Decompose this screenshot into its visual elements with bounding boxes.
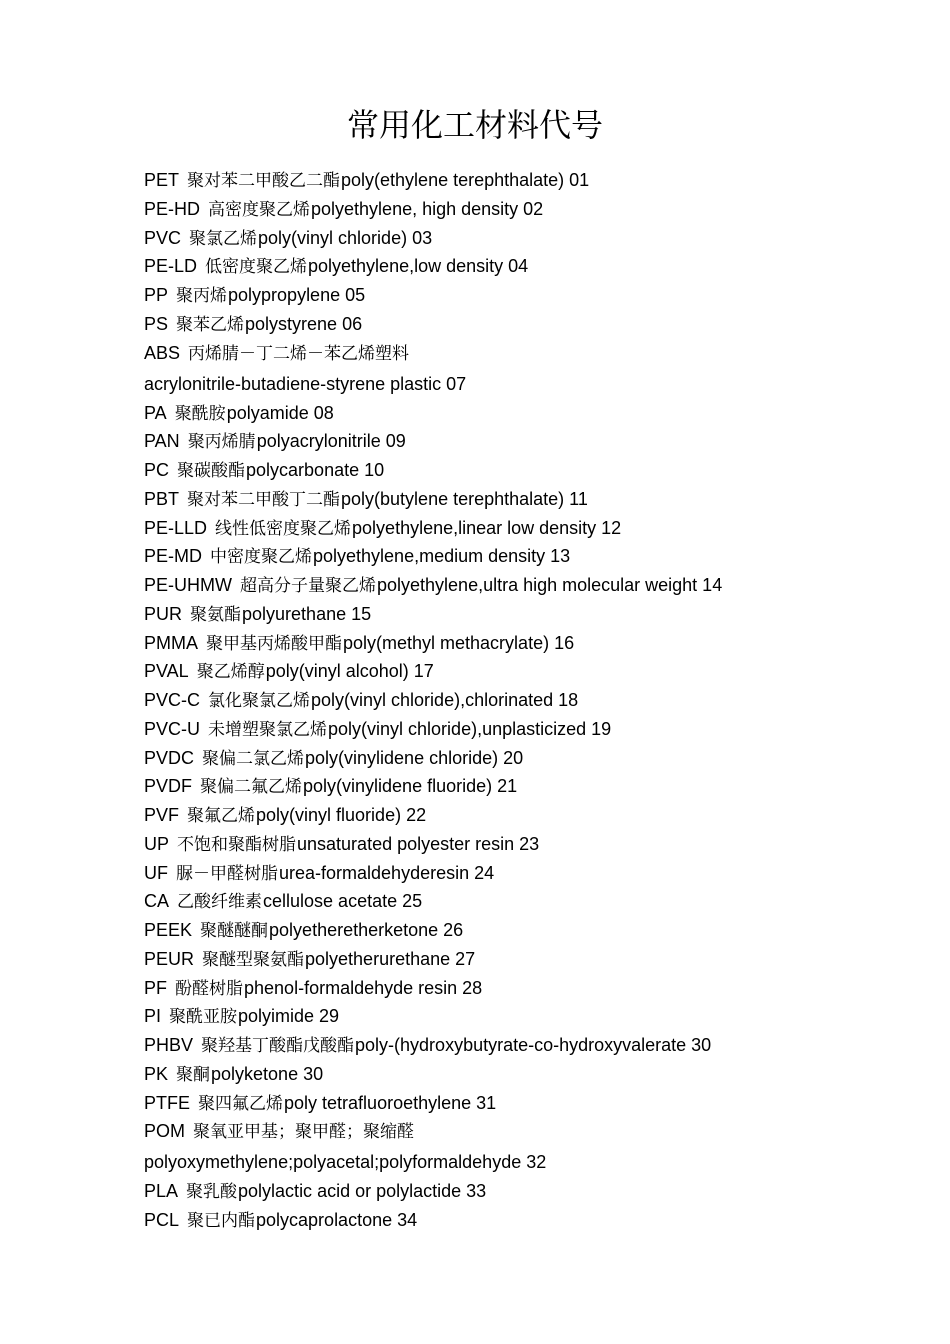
material-entry (144, 744, 924, 773)
material-english-name: polystyrene 06 (245, 313, 363, 334)
material-code: PE-UHMW (144, 575, 232, 595)
material-code: PEEK (144, 920, 193, 940)
page-title: 常用化工材料代号 (346, 106, 603, 144)
material-code: POM (144, 1121, 186, 1142)
material-chinese-name: 聚丙烯腈 (187, 432, 256, 453)
material-chinese-name: 酚醛树脂 (175, 978, 244, 999)
material-entry (144, 542, 924, 571)
material-entry (144, 801, 924, 830)
material-entry (144, 657, 924, 686)
material-chinese-name: 聚醚型聚氨酯 (202, 949, 305, 970)
material-english-name: polyethylene, high density 02 (311, 198, 544, 219)
material-english-name: poly(vinylidene fluoride) 21 (303, 776, 518, 797)
material-chinese-name: 聚酮 (176, 1064, 211, 1085)
material-english-name: polyetheretherketone 26 (269, 920, 464, 940)
material-entry (144, 571, 924, 600)
material-english-name: polycaprolactone 34 (256, 1210, 418, 1230)
material-chinese-name: 聚丙烯 (176, 286, 228, 306)
material-english-name: polyamide 08 (226, 402, 334, 423)
material-code: PC (144, 460, 170, 480)
material-english-name: polypropylene 05 (228, 285, 366, 305)
material-english-name: polylactic acid or polylactide 33 (238, 1181, 487, 1202)
material-entry (144, 715, 924, 744)
material-english-name: polyethylene,low density 04 (308, 256, 529, 277)
material-entry (144, 772, 924, 801)
material-english-name: cellulose acetate 25 (263, 891, 423, 912)
material-english-name: poly(vinyl fluoride) 22 (256, 805, 427, 825)
material-entry (144, 1031, 924, 1060)
material-code: PET (144, 170, 180, 190)
material-english-name: urea-formaldehyderesin 24 (279, 862, 495, 883)
material-code: PAN (144, 431, 180, 452)
material-english-name: poly(methyl methacrylate) 16 (343, 632, 575, 653)
material-code: PBT (144, 488, 180, 509)
material-entry (144, 1089, 924, 1118)
material-chinese-name: 脲－甲醛树脂 (176, 863, 278, 884)
material-entry (144, 1117, 924, 1147)
material-code: PE-LLD (144, 517, 208, 538)
material-entry (144, 339, 924, 369)
material-chinese-name: 聚甲基丙烯酸甲酯 (206, 633, 342, 654)
material-code: UP (144, 833, 170, 854)
material-code: PTFE (144, 1092, 191, 1113)
material-code: PHBV (144, 1035, 194, 1055)
material-chinese-name: 丙烯腈－丁二烯－苯乙烯塑料 (188, 343, 410, 364)
material-code: PVDF (144, 776, 193, 797)
material-entry (144, 887, 924, 916)
material-entry (144, 945, 924, 974)
material-chinese-name: 聚对苯二甲酸乙二酯 (187, 171, 341, 191)
material-chinese-name: 中密度聚乙烯 (210, 547, 312, 568)
material-chinese-name: 高密度聚乙烯 (208, 199, 311, 220)
material-entry (144, 629, 924, 658)
material-chinese-name: 不饱和聚酯树脂 (177, 834, 297, 855)
material-entry (144, 166, 924, 195)
material-code: PE-MD (144, 546, 202, 567)
material-code: PVC-U (144, 718, 201, 739)
material-entry (144, 252, 924, 281)
material-chinese-name: 聚四氟乙烯 (198, 1093, 284, 1114)
material-entry (144, 399, 924, 428)
material-chinese-name: 聚乳酸 (186, 1182, 238, 1203)
material-code: PVC-C (144, 690, 201, 710)
material-english-name: poly(vinylidene chloride) 20 (305, 747, 524, 768)
material-english-name: polyurethane 15 (242, 603, 372, 624)
material-code: PE-HD (144, 198, 201, 219)
material-entry (144, 427, 924, 456)
material-chinese-name: 未增塑聚氯乙烯 (208, 719, 328, 740)
material-chinese-name: 聚碳酸酯 (177, 461, 246, 481)
material-code: PEUR (144, 948, 195, 969)
material-english-name: polyethylene,linear low density 12 (352, 517, 622, 538)
material-entry (144, 830, 924, 859)
material-chinese-name: 乙酸纤维素 (177, 892, 263, 913)
material-code: PS (144, 313, 169, 334)
material-code-list (144, 166, 924, 1235)
material-code: PA (144, 402, 167, 423)
material-english-name: polycarbonate 10 (246, 460, 385, 480)
material-code: PVF (144, 805, 180, 825)
material-code: PVDC (144, 747, 195, 768)
material-entry (144, 1060, 924, 1089)
material-chinese-name: 线性低密度聚乙烯 (215, 518, 352, 539)
material-code: PI (144, 1006, 162, 1027)
material-entry (144, 310, 924, 339)
material-code: PK (144, 1063, 169, 1084)
material-chinese-name: 聚氟乙烯 (187, 806, 256, 826)
material-code: PCL (144, 1210, 180, 1230)
material-entry (144, 281, 924, 310)
material-chinese-name: 聚偏二氟乙烯 (200, 777, 303, 798)
material-entry (144, 600, 924, 629)
material-code: UF (144, 862, 168, 883)
material-entry (144, 859, 924, 888)
material-code: CA (144, 891, 170, 912)
material-chinese-name: 聚酰亚胺 (169, 1007, 238, 1028)
material-english-name: poly(vinyl alcohol) 17 (265, 661, 434, 682)
material-english-name: polyketone 30 (211, 1063, 324, 1084)
material-chinese-name: 超高分子量聚乙烯 (240, 576, 376, 596)
material-code: PVAL (144, 661, 189, 682)
material-chinese-name: 聚羟基丁酸酯戊酸酯 (201, 1036, 355, 1056)
material-english-name: phenol-formaldehyde resin 28 (244, 977, 483, 998)
material-chinese-name: 聚乙烯醇 (196, 662, 265, 683)
material-chinese-name: 聚氧亚甲基；聚甲醛；聚缩醛 (193, 1122, 415, 1143)
material-english-name-continued: polyoxymethylene;polyacetal;polyformaldehyde 32 (144, 1152, 547, 1173)
material-chinese-name: 聚苯乙烯 (176, 314, 245, 335)
material-entry (144, 1177, 924, 1206)
material-code: PF (144, 977, 168, 998)
material-english-name: poly(vinyl chloride),unplasticized 19 (328, 718, 612, 739)
material-chinese-name: 聚已内酯 (187, 1211, 256, 1231)
material-chinese-name: 聚偏二氯乙烯 (202, 748, 305, 769)
material-chinese-name: 聚对苯二甲酸丁二酯 (187, 489, 341, 510)
material-english-name: poly tetrafluoroethylene 31 (284, 1092, 497, 1113)
material-english-name: polyacrylonitrile 09 (256, 431, 406, 452)
material-chinese-name: 聚醚醚酮 (200, 921, 269, 941)
material-english-name: poly(ethylene terephthalate) 01 (341, 170, 590, 190)
material-entry (144, 224, 924, 253)
material-chinese-name: 聚酰胺 (174, 403, 226, 424)
material-chinese-name: 聚氨酯 (190, 604, 242, 625)
material-english-name: poly(vinyl chloride) 03 (258, 227, 433, 248)
material-entry (144, 1002, 924, 1031)
material-code: PUR (144, 603, 183, 624)
material-chinese-name: 低密度聚乙烯 (205, 257, 308, 278)
material-entry (144, 1206, 924, 1235)
material-entry (144, 195, 924, 224)
material-english-name: polyetherurethane 27 (305, 948, 476, 969)
material-english-name: unsaturated polyester resin 23 (297, 833, 540, 854)
material-code: ABS (144, 342, 181, 363)
material-entry (144, 456, 924, 485)
material-english-name-continued: acrylonitrile-butadiene-styrene plastic 07 (144, 373, 467, 394)
material-english-name: poly(vinyl chloride),chlorinated 18 (311, 690, 579, 710)
material-code: PMMA (144, 632, 198, 653)
material-english-name: poly(butylene terephthalate) 11 (341, 488, 588, 509)
material-code: PE-LD (144, 256, 198, 277)
material-entry (144, 686, 924, 715)
material-english-name: poly-(hydroxybutyrate-co-hydroxyvalerate 30 (355, 1035, 712, 1055)
material-code: PP (144, 285, 169, 305)
material-code: PLA (144, 1181, 179, 1202)
material-entry (144, 485, 924, 514)
material-code: PVC (144, 227, 182, 248)
material-entry (144, 974, 924, 1003)
material-english-name: polyimide 29 (238, 1006, 340, 1027)
material-english-name: polyethylene,medium density 13 (313, 546, 571, 567)
material-entry (144, 514, 924, 543)
material-chinese-name: 氯化聚氯乙烯 (208, 691, 311, 711)
material-chinese-name: 聚氯乙烯 (189, 228, 258, 249)
material-entry (144, 916, 924, 945)
material-english-name: polyethylene,ultra high molecular weight 14 (377, 575, 723, 595)
